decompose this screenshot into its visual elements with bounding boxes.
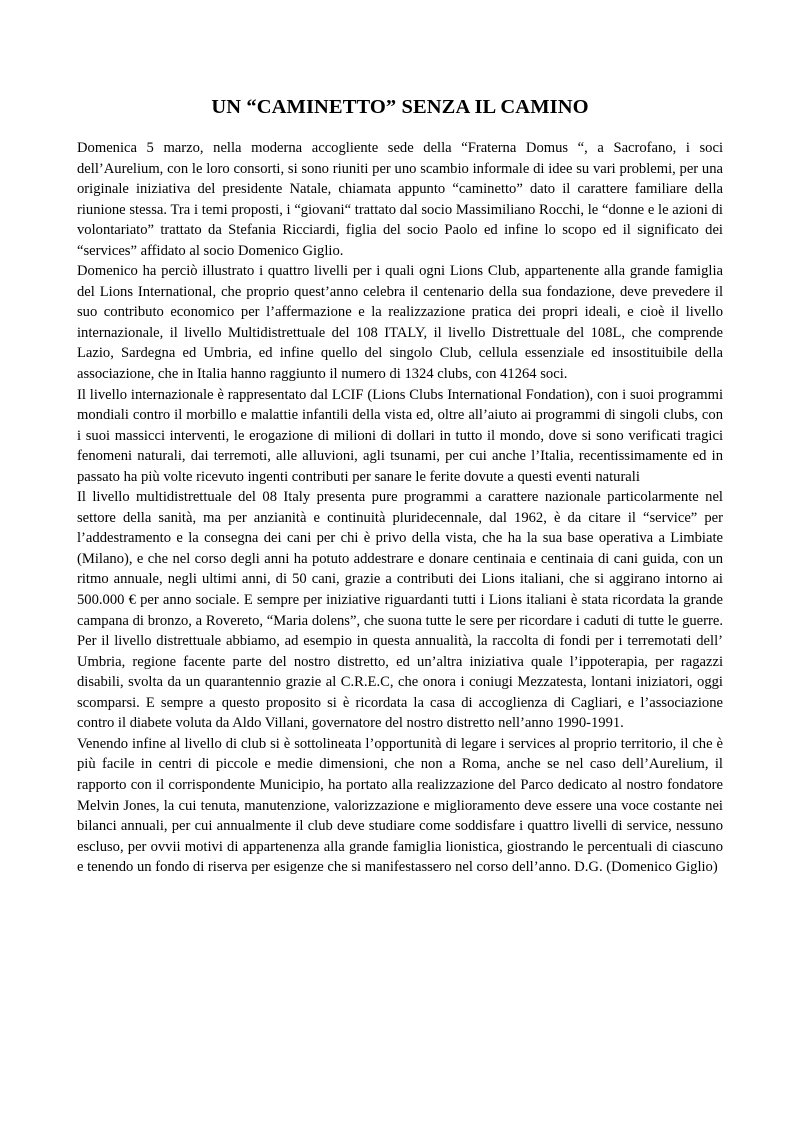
paragraph-multidistrict-level: Il livello multidistrettuale del 08 Italy presenta pure programmi a carattere nazionale particolarmente nel settore della sanità, ma per anzianità e continuità pluridecennale, dal 1962, è da citare il “service” per l’addestramento e la consegna dei cani per chi è privo della vista, che ha la sua base operativa a Limbiate (Milano), e che nel corso degli anni ha potuto addestrare e donare centinaia e centinaia di cani guida, con un ritmo annuale, negli ultimi anni, di 50 cani, grazie a contributi dei Lions italiani, che si aggirano intorno ai 500.000 € per anno sociale. E sempre per iniziative riguardanti tutti i Lions italiani è stata ricordata la grande campana di bronzo, a Rovereto, “Maria dolens”, che suona tutte le sere per ricordare i caduti di tutte le guerre. Per il livello distrettuale abbiamo, ad esempio in questa annualità, la raccolta di fondi per i terremotati dell’ Umbria, regione facente parte del nostro distretto, ed un’altra iniziativa quale l’ippoterapia, per ragazzi disabili, svolta da un quarantennio grazie al C.R.E.C, che onora i coniugi Mezzatesta, lontani iniziatori, oggi scomparsi. E sempre a questo proposito si è ricordata la casa di accoglienza di Cagliari, e l’associazione contro il diabete voluta da Aldo Villani, governatore del nostro distretto nell’anno 1990-1991. [77,489,723,732]
paragraph-intro: Domenica 5 marzo, nella moderna accogliente sede della “Fraterna Domus “, a Sacrofano, i soci dell’Aurelium, con le loro consorti, si sono riuniti per uno scambio informale di idee su vari problemi, per una originale iniziativa del presidente Natale, chiamata appunto “caminetto” dato il carattere familiare della riunione stessa. Tra i temi proposti, i “giovani“ trattato dal socio Massimiliano Rocchi, le “donne e le azioni di volontariato” trattato da Stefania Ricciardi, figlia del socio Paolo ed infine lo scopo ed il significato dei “services” affidato al socio Domenico Giglio. [77,140,723,259]
article-body [77,138,723,878]
paragraph-international-level: Il livello internazionale è rappresentato dal LCIF (Lions Clubs International Fondation), con i suoi programmi mondiali contro il morbillo e malattie infantili della vista ed, oltre all’aiuto ai programmi di singoli clubs, con i suoi massicci interventi, le erogazione di milioni di dollari in tutto il mondo, dove si sono verificati tragici fenomeni naturali, dai terremoti, alle alluvioni, agli tsunami, per cui anche l’Italia, recentissimamente ed in passato ha più volte ricevuto ingenti contributi per sanare le ferite dovute a questi eventi naturali [77,386,723,485]
page-title: UN “CAMINETTO” SENZA IL CAMINO [211,96,589,118]
paragraph-four-levels: Domenico ha perciò illustrato i quattro livelli per i quali ogni Lions Club, appartenente alla grande famiglia del Lions International, che proprio quest’anno celebra il centenario della sua fondazione, deve prevedere il suo contributo economico per l’affermazione e la realizzazione pratica dei propri ideali, e cioè il livello internazionale, il livello Multidistrettuale del 108 ITALY, il livello Distrettuale del 108L, che comprende Lazio, Sardegna ed Umbria, ed infine quello del singolo Club, cellula essenziale ed insostituibile della associazione, che in Italia hanno raggiunto il numero di 1324 clubs, con 41264 soci. [77,263,723,383]
paragraph-club-level: Venendo infine al livello di club si è sottolineata l’opportunità di legare i services al proprio territorio, il che è più facile in centri di piccole e medie dimensioni, che non a Roma, anche se nel caso dell’Aurelium, il rapporto con il corrispondente Municipio, ha portato alla realizzazione del Parco dedicato al nostro fondatore Melvin Jones, la cui tenuta, manutenzione, valorizzazione e miglioramento deve essere una voce costante nei bilanci annuali, per cui annualmente il club deve studiare come soddisfare i quattro livelli di service, nessuno escluso, per ovvii motivi di appartenenza alla grande famiglia lionistica, giostrando le percentuali di ciascuno e tenendo un fondo di riserva per esigenze che si manifestassero nel corso dell’anno. D.G. (Domenico Giglio) [77,735,723,876]
